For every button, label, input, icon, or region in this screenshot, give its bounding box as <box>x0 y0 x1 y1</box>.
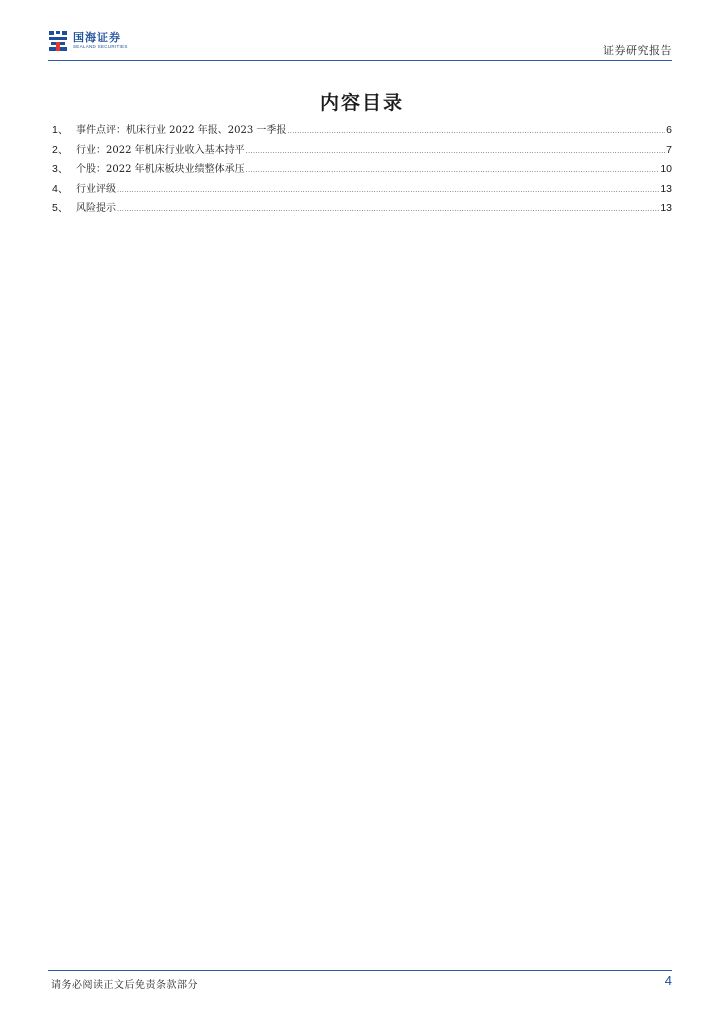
toc-leader-dots <box>246 167 660 174</box>
toc-entry-page[interactable]: 6 <box>666 124 672 136</box>
toc-entry-page[interactable]: 7 <box>666 143 672 156</box>
page-number: 4 <box>664 973 672 988</box>
toc-entry-title[interactable]: 事件点评：机床行业 2022 年报、2023 一季报 <box>76 125 287 136</box>
table-of-contents <box>52 121 672 219</box>
toc-entry[interactable] <box>52 121 672 141</box>
toc-entry-page[interactable]: 13 <box>660 182 672 195</box>
logo-chinese-name: 国海证券 <box>73 31 121 45</box>
sealand-logo-icon <box>48 30 68 52</box>
toc-entry-number: 3、 <box>52 163 69 175</box>
toc-entry-page[interactable]: 10 <box>660 163 672 175</box>
toc-entry-page[interactable]: 13 <box>660 202 672 214</box>
toc-entry-number: 4、 <box>52 182 69 195</box>
toc-entry-number: 2、 <box>52 143 69 156</box>
toc-entry[interactable] <box>52 180 672 200</box>
toc-entry-number: 1、 <box>52 124 69 136</box>
toc-entry[interactable] <box>52 199 672 219</box>
toc-entry-number: 5、 <box>52 202 69 214</box>
toc-leader-dots <box>117 187 659 194</box>
company-logo <box>48 30 128 52</box>
disclaimer-notice: 请务必阅读正文后免责条款部分 <box>51 980 198 991</box>
logo-english-name: SEALAND SECURITIES <box>73 44 128 50</box>
toc-entry-title[interactable]: 风险提示 <box>76 203 116 214</box>
page-header <box>48 28 672 61</box>
toc-entry-title[interactable]: 行业：2022 年机床行业收入基本持平 <box>76 144 245 156</box>
toc-entry[interactable] <box>52 141 672 161</box>
toc-entry-title[interactable]: 行业评级 <box>76 183 116 195</box>
toc-leader-dots <box>117 206 659 213</box>
toc-title: 内容目录 <box>319 92 404 114</box>
toc-leader-dots <box>287 128 665 135</box>
page-footer <box>48 970 672 991</box>
report-type-label: 证券研究报告 <box>603 44 672 57</box>
toc-leader-dots <box>246 148 666 155</box>
toc-entry[interactable] <box>52 160 672 180</box>
toc-entry-title[interactable]: 个股：2022 年机床板块业绩整体承压 <box>76 164 245 175</box>
